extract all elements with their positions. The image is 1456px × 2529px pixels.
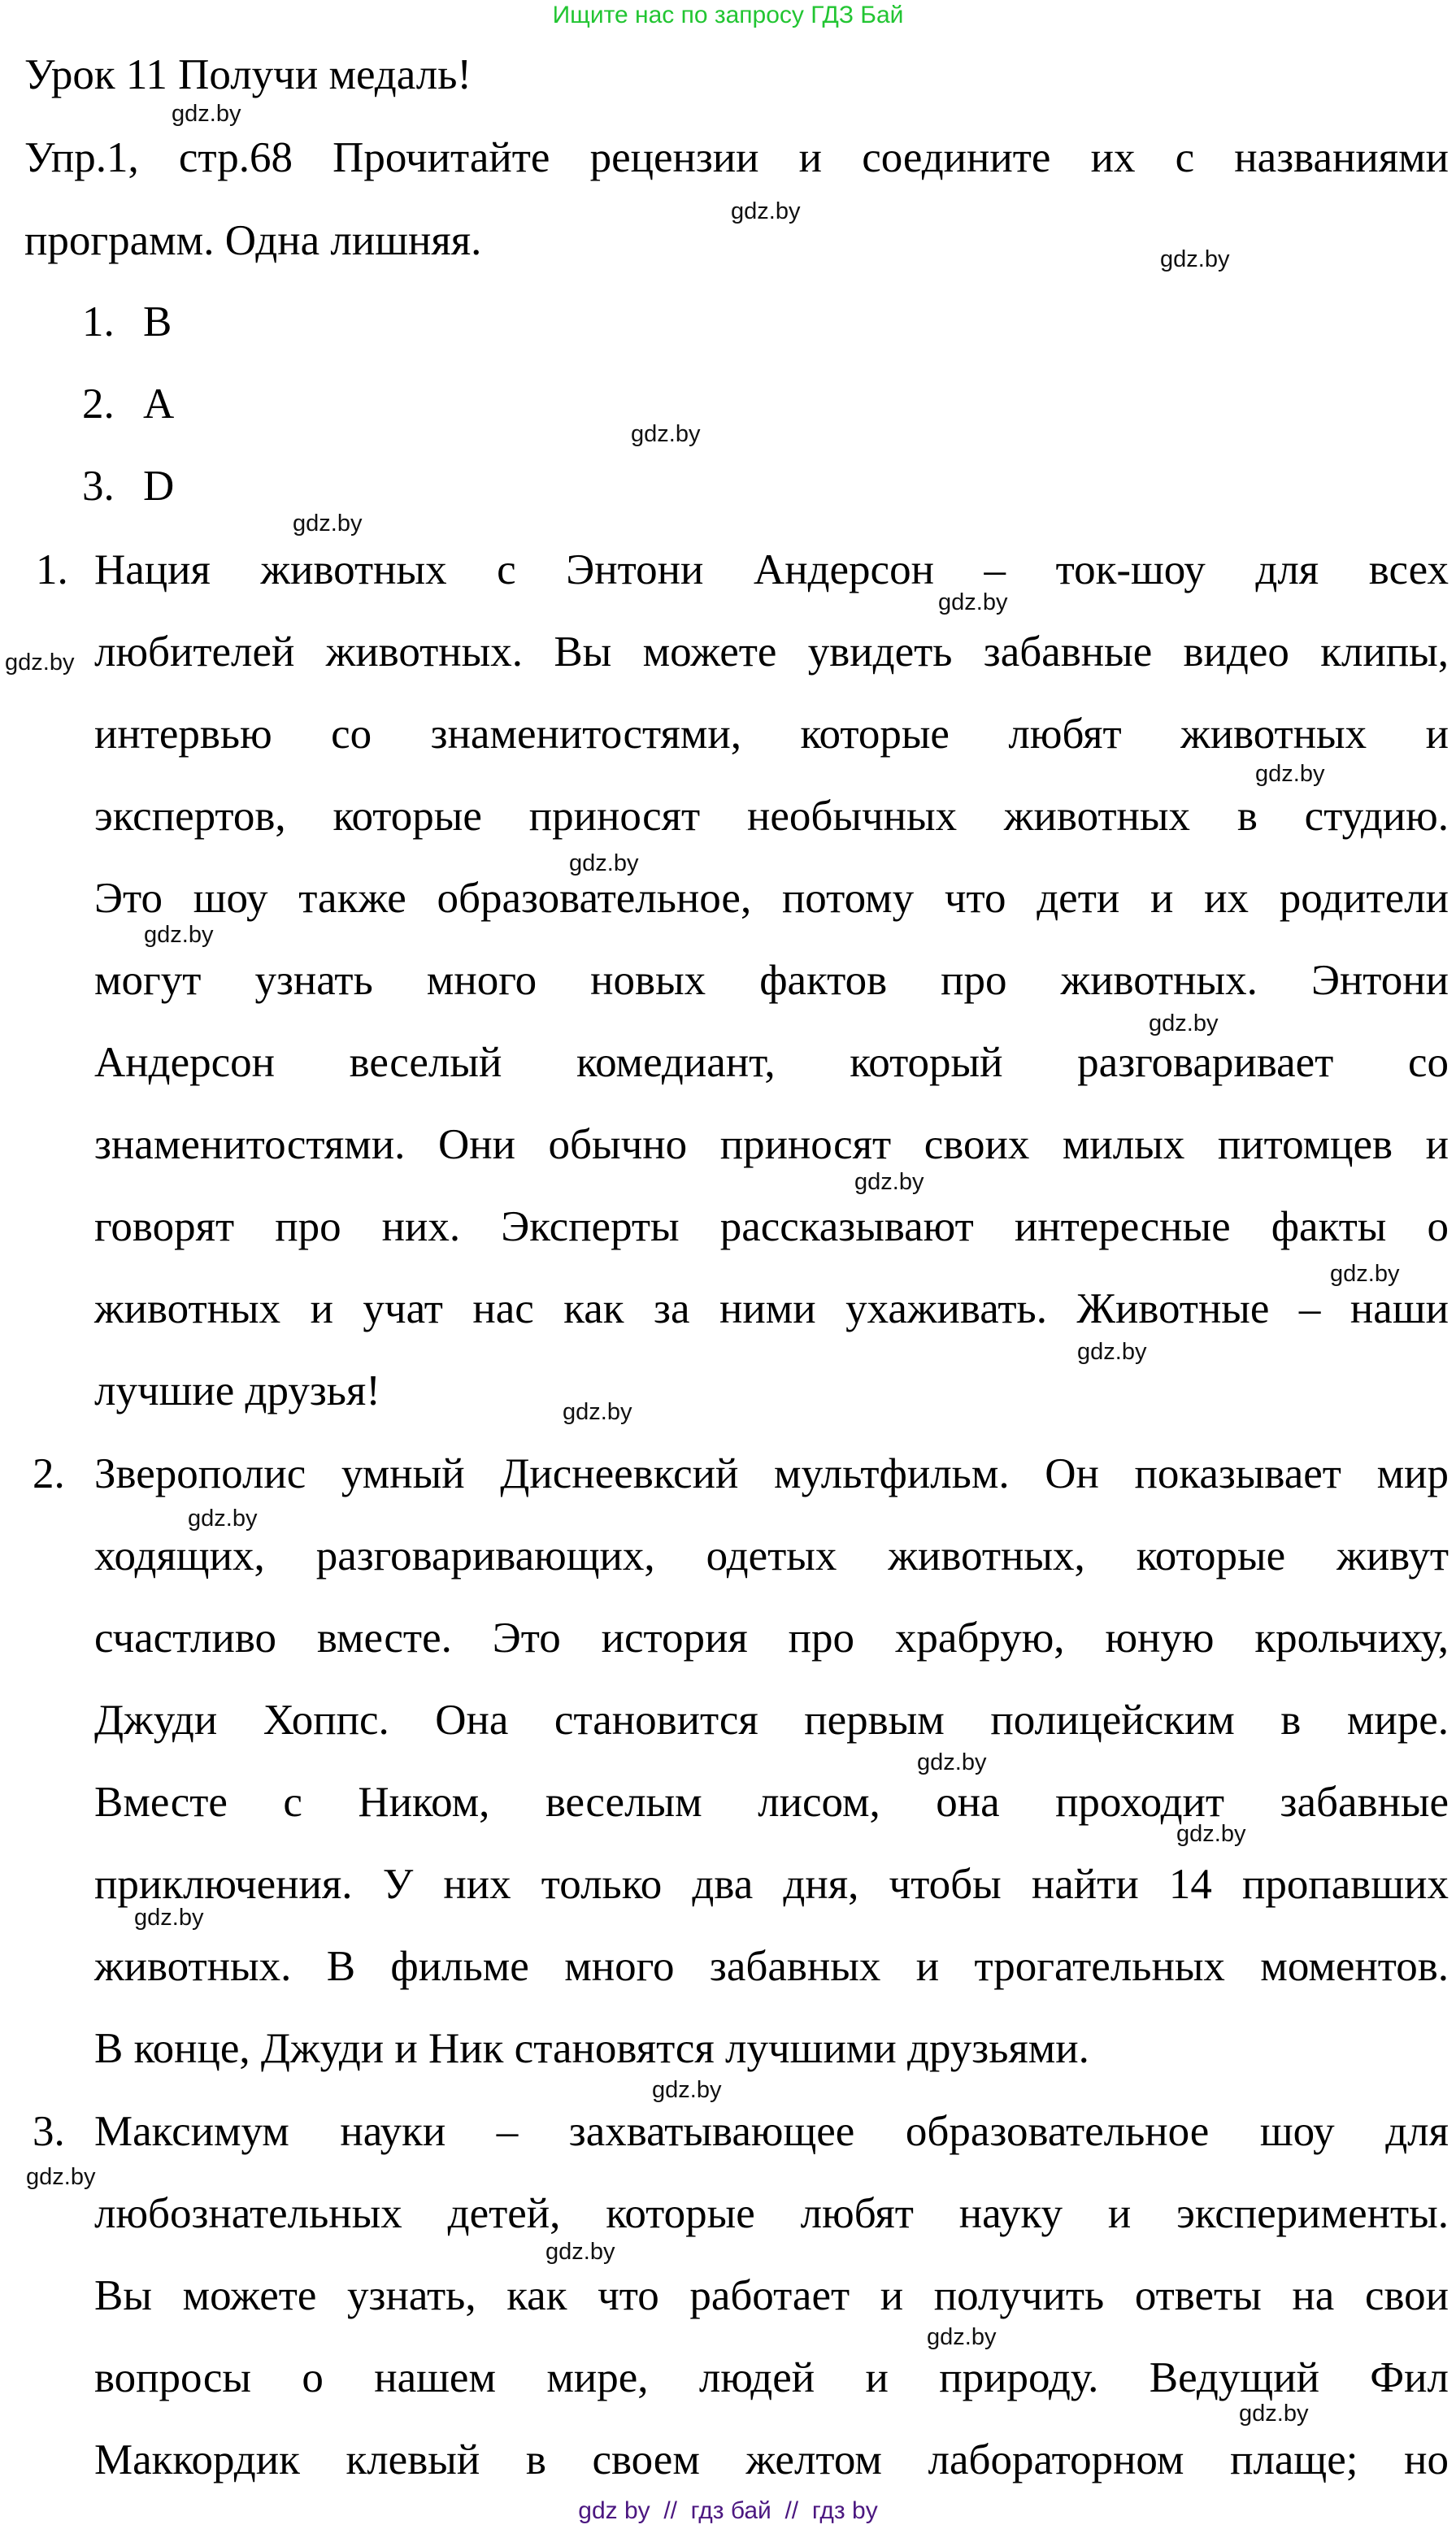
watermark: gdz.by — [293, 511, 363, 537]
watermark: gdz.by — [1160, 246, 1230, 272]
watermark: gdz.by — [563, 1399, 632, 1425]
answer-number: 2. — [82, 380, 115, 428]
review-line: счастливо вместе. Это история про храбрую, юную крольчиху, — [94, 1614, 1449, 1662]
watermark: gdz.by — [731, 198, 801, 224]
answer-number: 1. — [82, 298, 115, 345]
watermark: gdz.by — [5, 650, 75, 676]
watermark: gdz.by — [1330, 1261, 1400, 1287]
review-line: Максимум науки – захватывающее образовательное шоу для — [94, 2108, 1449, 2155]
review-line: Нация животных с Энтони Андерсон – ток-шоу для всех — [94, 546, 1449, 593]
footer-links[interactable]: gdz by // гдз бай // гдз by — [578, 2497, 878, 2524]
review-line: Вы можете узнать, как что работает и получить ответы на свои — [94, 2272, 1449, 2319]
exercise-instruction-line-2: программ. Одна лишняя. — [24, 217, 482, 264]
review-line: любителей животных. Вы можете увидеть забавные видео клипы, — [94, 628, 1449, 676]
review-line: Это шоу также образовательное, потому что дети и их родители — [94, 875, 1449, 922]
watermark: gdz.by — [545, 2239, 615, 2265]
review-line: приключения. У них только два дня, чтобы найти 14 пропавших — [94, 1861, 1449, 1908]
review-line: Вместе с Ником, веселым лисом, она проходит забавные — [94, 1779, 1449, 1826]
watermark: gdz.by — [631, 421, 701, 447]
watermark: gdz.by — [144, 922, 214, 948]
review-number: 1. — [36, 546, 68, 593]
review-number: 3. — [33, 2108, 65, 2155]
review-line: интервью со знаменитостями, которые любят животных и — [94, 710, 1449, 758]
answer-number: 3. — [82, 463, 115, 510]
watermark: gdz.by — [1149, 1010, 1219, 1036]
review-line: Маккордик клевый в своем желтом лабораторном плаще; но — [94, 2436, 1449, 2483]
watermark: gdz.by — [1255, 761, 1325, 787]
review-line: любознательных детей, которые любят науку и эксперименты. — [94, 2190, 1449, 2237]
watermark: gdz.by — [652, 2077, 722, 2103]
review-number: 2. — [33, 1450, 65, 1497]
review-line: животных и учат нас как за ними ухаживать. Животные – наши — [94, 1285, 1449, 1332]
review-line: говорят про них. Эксперты рассказывают интересные факты о — [94, 1203, 1449, 1250]
search-banner[interactable]: Ищите нас по запросу ГДЗ Бай — [552, 2, 904, 28]
watermark: gdz.by — [188, 1506, 258, 1532]
watermark: gdz.by — [1239, 2401, 1309, 2427]
review-line: вопросы о нашем мире, людей и природу. Ведущий Фил — [94, 2354, 1449, 2401]
review-line: животных. В фильме много забавных и трогательных моментов. — [94, 1943, 1449, 1990]
watermark: gdz.by — [1077, 1339, 1147, 1365]
watermark: gdz.by — [26, 2164, 96, 2190]
watermark: gdz.by — [569, 850, 639, 876]
review-line: лучшие друзья! — [94, 1367, 380, 1414]
watermark: gdz.by — [917, 1749, 987, 1775]
review-line: знаменитостями. Они обычно приносят своих милых питомцев и — [94, 1121, 1449, 1168]
answer-value: D — [143, 463, 175, 510]
review-line: Джуди Хоппс. Она становится первым полицейским в мире. — [94, 1697, 1449, 1744]
watermark: gdz.by — [172, 101, 241, 127]
review-line: экспертов, которые приносят необычных животных в студию. — [94, 793, 1449, 840]
review-line: Андерсон веселый комедиант, который разговаривает со — [94, 1039, 1449, 1086]
review-line: В конце, Джуди и Ник становятся лучшими друзьями. — [94, 2025, 1089, 2072]
answer-value: A — [143, 380, 175, 428]
watermark: gdz.by — [134, 1905, 204, 1931]
exercise-instruction-line-1: Упр.1, стр.68 Прочитайте рецензии и соедините их с названиями — [24, 134, 1449, 181]
review-line: могут узнать много новых фактов про животных. Энтони — [94, 957, 1449, 1004]
review-line: ходящих, разговаривающих, одетых животных, которые живут — [94, 1532, 1449, 1580]
watermark: gdz.by — [1176, 1821, 1246, 1847]
review-line: Зверополис умный Диснеевксий мультфильм. Он показывает мир — [94, 1450, 1449, 1497]
answer-value: B — [143, 298, 172, 345]
watermark: gdz.by — [927, 2324, 997, 2350]
lesson-title: Урок 11 Получи медаль! — [24, 51, 472, 98]
watermark: gdz.by — [854, 1169, 924, 1195]
watermark: gdz.by — [938, 589, 1008, 615]
